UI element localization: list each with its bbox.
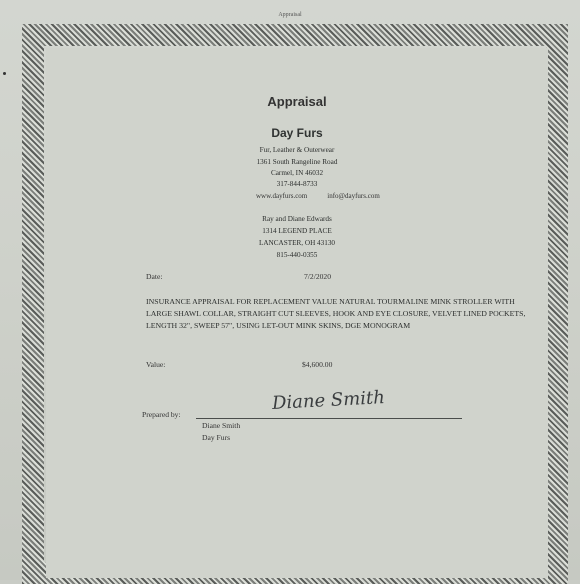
date-label: Date:	[146, 272, 163, 281]
business-address-line2: Carmel, IN 46032	[270, 169, 324, 177]
business-phone: 317-844-8733	[276, 180, 318, 188]
signature-line	[196, 418, 462, 419]
business-email: info@dayfurs.com	[327, 192, 380, 200]
margin-dot	[3, 72, 6, 75]
client-address-line1: 1314 LEGEND PLACE	[262, 227, 332, 235]
prepared-by-label: Prepared by:	[142, 410, 181, 419]
page-title: Appraisal	[267, 94, 327, 109]
business-tagline: Fur, Leather & Outerwear	[259, 146, 335, 154]
preparer-company: Day Furs	[202, 433, 231, 442]
business-address-line1: 1361 South Rangeline Road	[256, 158, 338, 166]
business-contacts	[256, 192, 380, 200]
value-amount: $4,600.00	[302, 360, 333, 369]
client-name: Ray and Diane Edwards	[262, 215, 332, 223]
appraisal-description: INSURANCE APPRAISAL FOR REPLACEMENT VALUE NATURAL TOURMALINE MINK STROLLER WITH LARGE SHAWL COLLAR, STRAIGHT CUT SLEEVES, HOOK AND EYE CLOSURE, VELVET LINED POCKETS, LENGTH 32", SWEEP 57", USING LET-OUT MINK SKINS, DGE MONOGRAM	[146, 297, 526, 330]
value-label: Value:	[146, 360, 166, 369]
date-value: 7/2/2020	[304, 272, 332, 281]
handwritten-signature: Diane Smith	[271, 387, 386, 414]
client-phone: 815-440-0355	[276, 251, 318, 259]
business-name: Day Furs	[271, 126, 323, 140]
business-website: www.dayfurs.com	[256, 192, 308, 200]
certificate-body	[46, 48, 548, 578]
preparer-name: Diane Smith	[202, 421, 241, 430]
running-head: Appraisal	[278, 12, 302, 18]
client-address-line2: LANCASTER, OH 43130	[258, 239, 336, 247]
